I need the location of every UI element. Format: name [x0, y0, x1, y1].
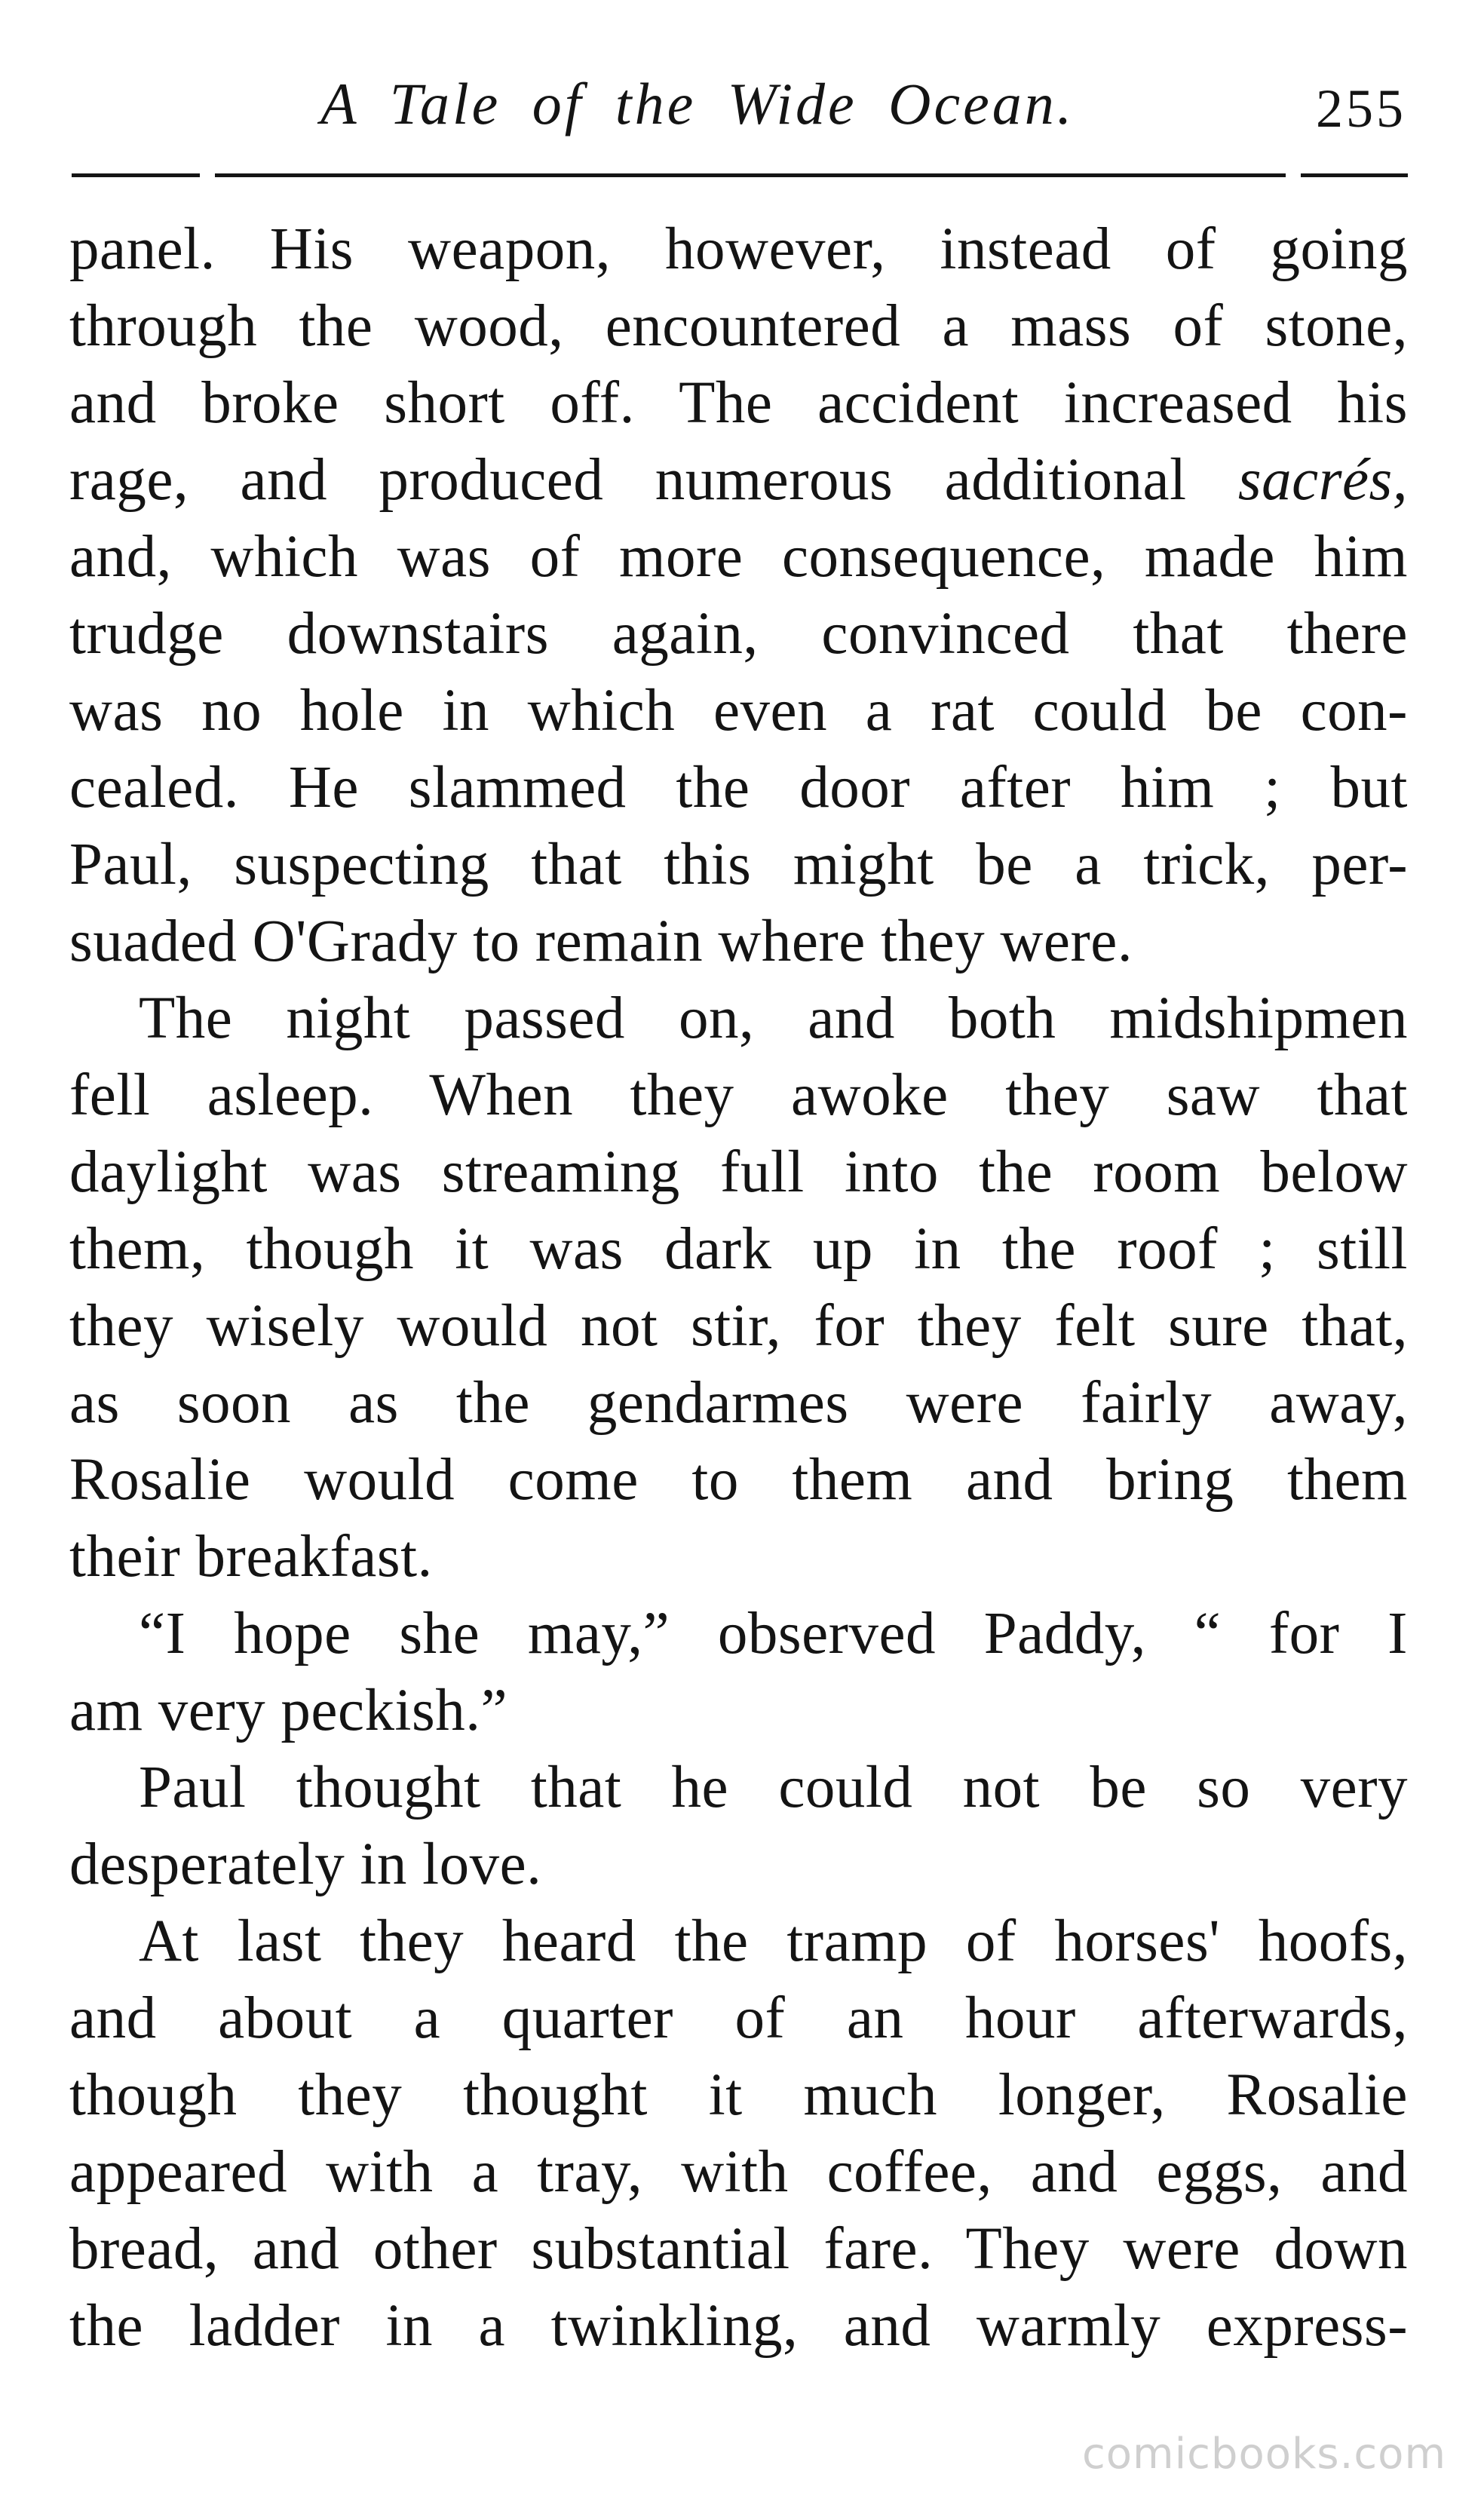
- text-line: suaded O'Grady to remain where they were.: [69, 909, 1133, 974]
- watermark: comicbooks.com: [1081, 2430, 1446, 2479]
- text-line: am very peckish.”: [69, 1678, 508, 1743]
- text-line: Paul, suspecting that this might be a trick, per-: [69, 832, 1408, 897]
- text-line: fell asleep. When they awoke they saw that: [69, 1062, 1408, 1128]
- italic-word: sacrés,: [1237, 447, 1408, 513]
- text-line: their breakfast.: [69, 1524, 433, 1590]
- running-head: [72, 66, 1406, 157]
- text-line: appeared with a tray, with coffee, and eggs, and: [69, 2139, 1408, 2205]
- text-line: though they thought it much longer, Rosalie: [69, 2062, 1408, 2128]
- text-line: was no hole in which even a rat could be con-: [69, 678, 1408, 744]
- text-line: [69, 442, 1408, 519]
- text-line: and, which was of more consequence, made him: [69, 524, 1408, 590]
- text-line: desperately in love.: [69, 1832, 542, 1897]
- text-line: and about a quarter of an hour afterwards,: [69, 1985, 1408, 2051]
- text-line: as soon as the gendarmes were fairly away,: [69, 1370, 1408, 1436]
- text-line: panel. His weapon, however, instead of going: [69, 216, 1408, 282]
- text-line: they wisely would not stir, for they felt sure that,: [69, 1293, 1408, 1359]
- header-rule: [72, 173, 1408, 177]
- text-line: cealed. He slammed the door after him ; but: [69, 755, 1408, 820]
- page-number: 255: [1316, 78, 1406, 139]
- text-line: bread, and other substantial fare. They were down: [69, 2216, 1408, 2282]
- text-line: Rosalie would come to them and bring them: [69, 1447, 1408, 1513]
- text-line: the ladder in a twinkling, and warmly express-: [69, 2293, 1408, 2359]
- text-run: rage, and produced numerous additional: [69, 447, 1238, 513]
- text-line: At last they heard the tramp of horses' hoofs,: [139, 1909, 1408, 1974]
- text-line: The night passed on, and both midshipmen: [139, 986, 1408, 1051]
- text-line: them, though it was dark up in the roof ; still: [69, 1216, 1408, 1282]
- text-line: and broke short off. The accident increased his: [69, 370, 1408, 436]
- text-line: through the wood, encountered a mass of stone,: [69, 293, 1408, 359]
- text-line: daylight was streaming full into the room below: [69, 1139, 1408, 1205]
- text-line: Paul thought that he could not be so very: [139, 1755, 1408, 1820]
- text-line: trudge downstairs again, convinced that there: [69, 601, 1408, 667]
- rule-break: [200, 172, 215, 179]
- body-text: [69, 211, 1408, 2365]
- text-line: “I hope she may,” observed Paddy, “ for I: [139, 1601, 1408, 1666]
- rule-break: [1286, 172, 1301, 179]
- running-title: A Tale of the Wide Ocean.: [320, 71, 1075, 136]
